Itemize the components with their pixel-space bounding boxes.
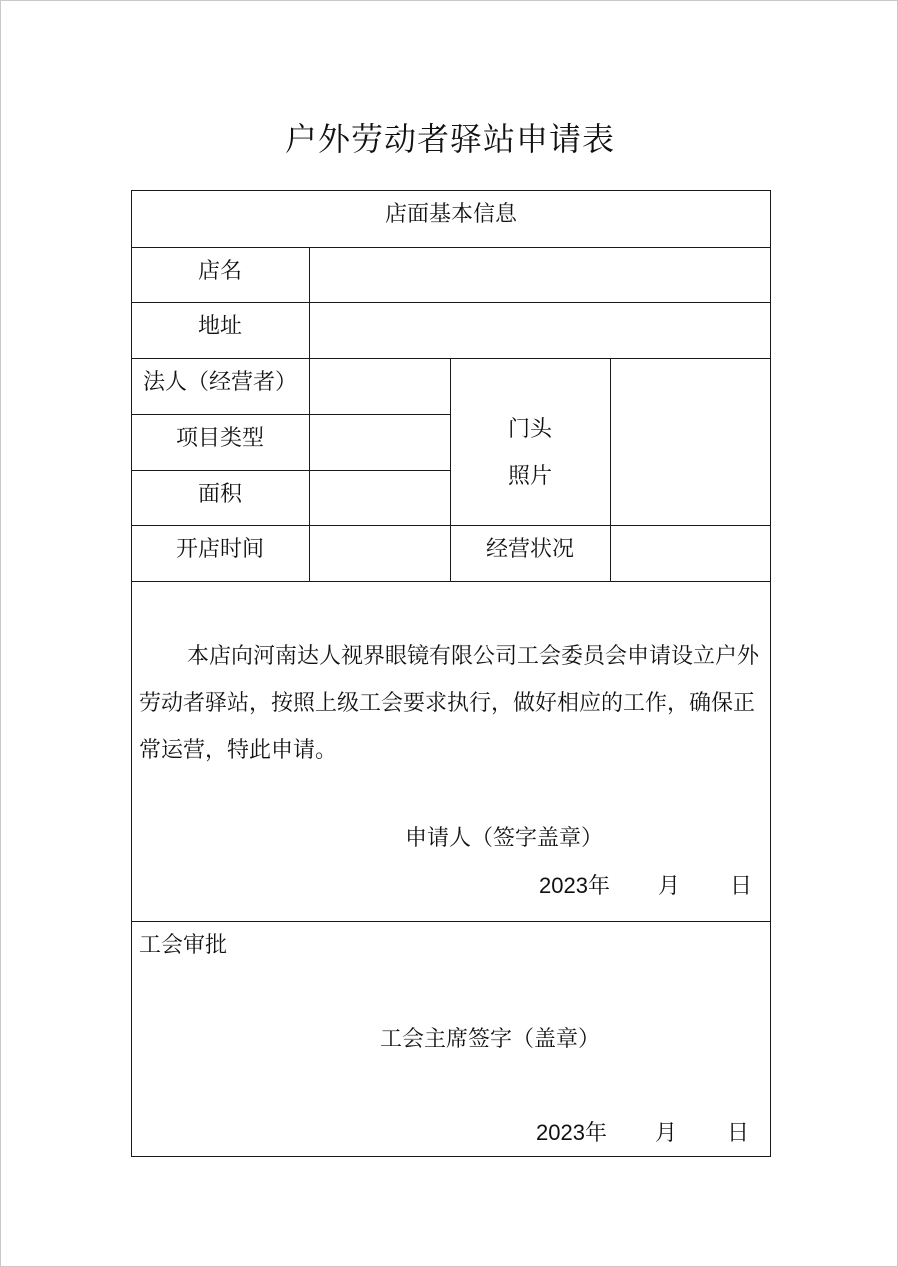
approval-date	[536, 1118, 749, 1149]
label-business-status: 经营状况	[485, 537, 574, 562]
row-line	[131, 470, 450, 471]
application-date-year: 2023	[539, 873, 588, 898]
application-date-month-unit: 月	[657, 874, 680, 899]
row-line	[131, 358, 771, 359]
label-area: 面积	[197, 482, 242, 507]
table-border-top	[131, 190, 771, 191]
application-statement: 本店向河南达人视界眼镜有限公司工会委员会申请设立户外劳动者驿站，按照上级工会要求执行，做好相应的工作，确保正常运营，特此申请。	[139, 644, 760, 763]
application-date	[539, 871, 752, 902]
row-line	[131, 581, 771, 582]
approval-date-day-unit: 日	[726, 1121, 749, 1146]
label-address: 地址	[197, 314, 242, 339]
table-border-bottom	[131, 1156, 771, 1157]
form-title: 户外劳动者驿站申请表	[284, 120, 615, 158]
row-line	[131, 414, 450, 415]
label-door-photo-line1: 门头	[508, 417, 553, 442]
section-header: 店面基本信息	[384, 202, 517, 227]
approval-date-year-unit: 年	[584, 1121, 607, 1146]
row-line	[131, 247, 771, 248]
label-legal-person: 法人（经营者）	[142, 370, 297, 395]
application-date-year-unit: 年	[587, 874, 610, 899]
label-store-name: 店名	[197, 259, 242, 284]
applicant-signature-label: 申请人（签字盖章）	[405, 826, 604, 851]
row-line	[131, 302, 771, 303]
row-line	[131, 921, 771, 922]
approval-label: 工会审批	[139, 933, 228, 958]
approval-date-year: 2023	[536, 1120, 585, 1145]
application-date-day-unit: 日	[729, 874, 752, 899]
approval-date-month-unit: 月	[654, 1121, 677, 1146]
column-line	[610, 358, 611, 582]
label-project-type: 项目类型	[175, 426, 264, 451]
column-line	[309, 247, 310, 582]
chair-signature-label: 工会主席签字（盖章）	[380, 1027, 601, 1052]
row-line	[131, 525, 771, 526]
label-door-photo-line2: 照片	[508, 464, 553, 489]
table-border-right	[770, 190, 771, 1157]
label-open-time: 开店时间	[175, 537, 264, 562]
